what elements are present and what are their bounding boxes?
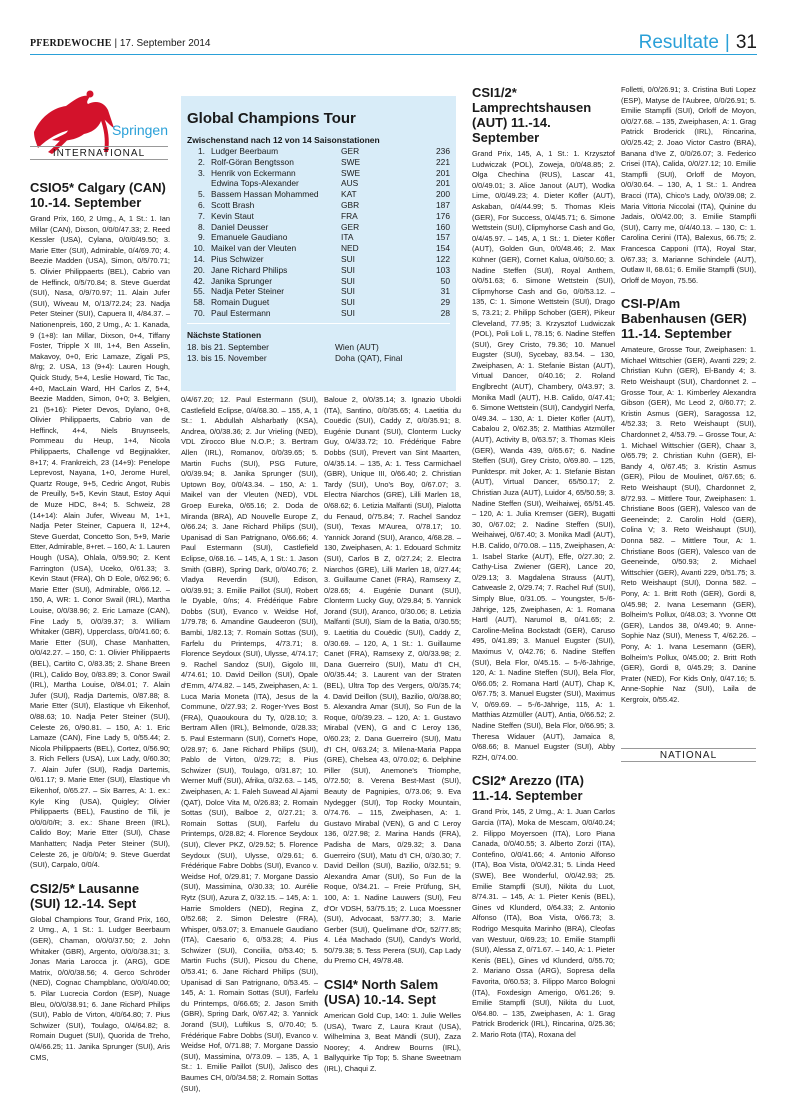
- results-column-2: [181, 395, 318, 1093]
- standings-country: SWE: [341, 156, 361, 167]
- results-column-3: [324, 395, 461, 1074]
- standings-rank: 3.: [198, 167, 205, 178]
- standings-row: [181, 168, 456, 179]
- standings-rank: 9.: [198, 232, 205, 243]
- next-station-place: Wien (AUT): [335, 341, 379, 352]
- standings-points: 201: [436, 178, 450, 189]
- results-text: Grand Prix, 145, A, 1 St.: 1. Krzysztof Ludwiczak (POL), Zoweja, 0/0/48.85; 2. Olga Chechina (RUS), Lascar 41, 0/0/49.01; 3. Alice Janout (AUT), Wodka Lime, 0/0/49.23; 4. Dieter Köfler (AUT), Askaban, 0/4/44.99; 5. Thomas Kleis (GER), For Success, 0/4/45.71; 6. Simone Wettstein (SUI), Clipmyhorse Cash and Go, 0/4/45.97. – 145, A, 1 St.: 1. Dieter Köfler (AUT), Golden Gun, 0/0/48.46; 2. Max Kühner (GER), Cornet Kalua, 0/0/50.60; 3. Nadine Steffen (SUI), Royal Anthem, 0/0/51.63; 6. Simone Wettstein (SUI), Clipmyhorse Cash and Go, 0/0/53.12. – 135, C: 1. Simone Wettstein (SUI), Drago S, 73.21; 2. Philipp Schober (GER), Pikeur Cleveland, 77.95; 3. Krzysztof Ludwiczak (POL), Poli Loli L, 78.15; 6. Nadine Steffen (SUI), Grey Cristo, 79.36; 10. Manuel Eugster (SUI), Sycebay, 83.54. – 130, Zweiphasen, A: 1. Stefanie Bistan (AUT), Virtual Dancer, 0/40.16; 2. Roland Englbrecht (AUT), Chambery, 0/43.97; 3. Monika Madl (AUT), H.B. Calido, 0/47.41; 6. Simone Wettstein (SUI), Candygirl Nerfa, 0/49.34. – 130, A: 1. Dieter Köfler (AUT), Cabalou 2, 0/62.35; 2. Matthias Atzmüller (AUT), Activity B, 0/63.57; 3. Thomas Kleis (GER), Wanda 439, 0/65.67; 6. Nadine Steffen (SUI), Grey Cristo, 0/69.80. – 125, Punktespr. mit Joker, A: 1. Stefanie Bistan (AUT), Virtual Dancer, 65/50.17; 2. Christian Juza (AUT), Luidor 4, 65/50.59; 3. Nadine Steffen (SUI), Weihaiwej, 65/51.45. – 120, A: 1. Julia Kremser (GER), Bugatti 30, 0/67.02; 2. Nadine Steffen (SUI), Weihaiwej, 0/67.40; 3. Monika Madl (AUT), H.B. Calido, 0/70.08. – 115, Zweiphasen, A: 1. Isabel Starke (AUT), Effe, 0/27.30; 2. Cathy-Lisa Zwiener (GER), Lance 20, 0/29.13; 3. Magdalena Strauss (AUT), Catweasle 2, 0/29.74; 7. Rachel Ruf (SUI), Simply Blue, 0/31.05. – Youngster, 5-/6-Jährige, 125, Zweiphasen, A: 1. Romana Hartl (AUT), Narumol B, 0/41.65; 2. Caroline-Melina Bockstadt (GER), Caruso 495, 0/41.89; 3. Manuel Eugster (SUI), Maximus V, 0/42.76; 6. Nadine Steffen (SUI), Bela Flor, 0/45.15. – 5-/6-Jährige, 120, A: 1. Nadine Steffen (SUI), Bela Flor, 0/66.05; 2. Romana Hartl (AUT), Chap K, 0/67.75; 3. Manuel Eugster (SUI), Maximus V, 0/69.69. – 5-/6-Jährige, 115, A: 1. Matthias Atzmüller (AUT), Antia, 0/66.52; 2. Nadine Steffen (SUI), Bela Flor, 0/66.95; 3. Theresa Widauer (AUT), Jamaica 8, 0/68.66; 8. Manuel Eugster (SUI), Abby RZH, 0/74.00.: [472, 149, 615, 762]
- standings-points: 122: [436, 253, 450, 264]
- standings-points: 221: [436, 156, 450, 167]
- standings-points: 157: [436, 232, 450, 243]
- standings-row: [181, 211, 456, 222]
- standings-points: 201: [436, 167, 450, 178]
- results-text: 0/4/67.20; 12. Paul Estermann (SUI), Castlefield Eclipse, 0/4/68.30. – 155, A, 1 St.: 1. Abdullah Alsharbatly (KSA), Andrea, 0/0/38.36; 2. Jur Vrieling (NED), VDL Zirocco Blue N.O.P.; 3. Bertram Allen (IRL), Romanov, 0/0/39.65; 5. Martin Fuchs (SUI), PSG Future, 0/0/39.94; 8. Janika Sprunger (SUI), Uptown Boy, 0/0/43.34. – 150, A: 1. Maikel van der Vleuten (NED), VDL Groep Eureka, 0/65.16; 2. Doda de Miranda (BRA), AD Nouvelle Europe Z, 0/66.24; 3. Jane Richard Philips (SUI), Upanisad di San Patrignano, 0/66.66; 4. Paul Estermann (SUI), Castlefield Eclipse, 0/68.16. – 145, A, 1 St.: 1. Jason Smith (GBR), Spring Dark, 0/0/40.76; 2. Vladya Reverdin (SUI), Edison, 0/0/39.91; 3. Emilie Paillot (SUI), Robert le Dyable, 0/ns; 4. Frédérique Fabre Dobbs (SUI), Evanco v. Weidse Hof, 1/79.78; 6. Amandine Gaudeeron (SUI), Bambi, 1/82.13; 7. Romain Sottas (SUI), Farfelu du Printemps, 4/73.71; 8. Florence Seydoux (SUI), Ulysse, 4/74.17; 9. Rachel Sandoz (SUI), Gigolo III, 4/74.61; 10. David Deillon (SUI), Opale d'Emm, 4/74.82. – 145, Zweiphasen, A: 1. Luca Maria Moneta (ITA), Jesus de la Commune, 0/27.93; 2. Roger-Yves Bost (FRA), Quaoukoura du Ty, 0/28.10; 3. Bertram Allen (IRL), Belmonde, 0/28.33; 5. Paul Estermann (SUI), Cornet's Hope, 0/28.97; 6. Jane Richard Philips (SUI), Pablo de Virton, 0/29.72; 8. Pius Schwizer (SUI), Toulago, 0/31.87; 10. Werner Muff (SUI), Afrika, 0/32.63. – 145, Zweiphasen, A: 1. Faleh Suwead Al Ajami (QAT), Dolce Vita M, 0/26.83; 2. Romain Sottas (SUI), Balboe 2, 0/27.21; 3. Romain Sottas (SUI), Farfelu du Printemps, 0/28.82; 4. Florence Seydoux (SUI), Clever PKZ, 0/29.52; 5. Florence Seydoux (SUI), Ulysse, 0/29.61; 6. Frédérique Fabre Dobbs (SUI), Evanco v. Weidse Hof, 0/29.81; 7. Morgane Dassio (SUI), Massimina, 0/30.33; 10. Aurélie Rytz (SUI), Azura Z, 0/32.15. – 145, A: 1. Harrie Smolders (NED), Regina Z, 0/52.68; 2. Simon Delestre (FRA), Whisper, 0/53.07; 3. Emanuele Gaudiano (ITA), Caesario 6, 0/53.28; 4. Pius Schwizer (SUI), Concilia, 0/53.40; 5. Martin Fuchs (SUI), Picsou du Chene, 0/53.41; 6. Jane Richard Philips (SUI), Upanisad di San Patrignano, 0/53.45. – 145, A: 1. Romain Sottas (SUI), Farfelu du Printemps, 0/66.65; 2. Jason Smith (GBR), Spring Dark, 0/67.42; 3. Yannick Jorand (SUI), Luftikus S, 0/70.40; 5. Frédérique Fabre Dobbs (SUI), Evanco v. Weidse Hof, 0/71.88; 7. Morgane Dassio (SUI), Massimina, 0/73.09. – 135, A, 1 St.: 1. Emilie Paillot (SUI), Jalisco des Baumes CH, 0/0/34.58; 2. Romain Sottas (SUI),: [181, 395, 318, 1093]
- event-heading: CSI2* Arezzo (ITA) 11.-14. September: [472, 773, 584, 804]
- standings-row: [181, 146, 456, 157]
- standings-row: [181, 254, 456, 265]
- standings-points: 187: [436, 199, 450, 210]
- next-station-place: Doha (QAT), Final: [335, 352, 403, 363]
- results-text: Amateure, Grosse Tour, Zweiphasen: 1. Michael Wittschier (GER), Avanti 229; 2. Christian Kuhn (GER), El-Bandy 4; 3. Reto Weishaupt (SUI), Chardonnet 2. – Grosse Tour, A: 1. Kimberley Alexandra Gibson (GER), Mc Leod 2, 0/60.77; 2. Kristin Asmus (GER), Saragossa 12, 4/52.33; 3. Reto Weishaupt (SUI), Chardonnet 2, 4/53.79. – Grosse Tour, A: 1. Michael Wittschier (GER), Chaar 3, 0/65.79; 2. Christian Kuhn (GER), El-Bandy 4, 0/67.45; 3. Kristin Asmus (GER), Pilou de Moulinet, 0/67.65; 6. Reto Weishaupt (SUI), Chardonnet 2, 8/72.93. – Mittlere Tour, Zweiphasen: 1. Christiane Boos (GER), Valesco van de Geeneinde; 2. Carolin Hold (GER), Colina V; 3. Reto Weishaupt (SUI), Donna 582. – Mittlere Tour, A: 1. Christiane Boos (GER), Valesco van de Geeneinde, 0/50.93; 2. Michael Wittschier (GER), Avanti 229, 0/51.75; 3. Reto Weishaupt (SUI), Donna 582. – Pony, A: 1. Britt Roth (GER), Gordi 8, 0/45.98; 2. Ivana Lesemann (GER), Bolheim's Pollux, 0/48.03; 3. Yvonne Ott (GER), Landos 38, 0/49.40; 9. Anne-Sophie Naz (SUI), Meness T, 4/62.26. – Pony, A: 1. Ivana Lesemann (GER), Bolheim's Pollux, 0/45.00; 2. Britt Roth (GER), Gordi 8, 0/45.29; 3. Danine Prater (NED), For Kids Only, 0/47.16; 5. Anne-Sophie Naz (SUI), Laila de Kergroix, 0/55.42.: [621, 345, 756, 704]
- results-text: American Gold Cup, 140: 1. Julie Welles (USA), Twarc Z, Laura Kraut (USA), Wilhelmina 3, Beat Mändli (SUI), Zaza Noorey; 4. Andrew Bourns (IRL), Ballyquirke Tip Top; 5. Shane Sweetnam (IRL), Chaqui Z.: [324, 1011, 461, 1074]
- section-header: [639, 32, 757, 54]
- standings-country: NED: [341, 243, 359, 254]
- standings-country: SWE: [341, 167, 361, 178]
- standings-row: [181, 265, 456, 276]
- standings-row: [181, 178, 456, 189]
- standings-rank: 42.: [193, 275, 205, 286]
- standings-rider: Maikel van der Vleuten: [211, 243, 297, 254]
- standings-points: 160: [436, 221, 450, 232]
- standings-rider: Scott Brash: [211, 199, 255, 210]
- standings-row: [181, 189, 456, 200]
- event-heading: CSI1/2* Lamprechtshausen (AUT) 11.-14. September: [472, 85, 592, 145]
- standings-rank: 10.: [193, 243, 205, 254]
- standings-country: GER: [341, 146, 360, 156]
- standings-country: SUI: [341, 264, 355, 275]
- standings-rank: 14.: [193, 253, 205, 264]
- standings-rider: Emanuele Gaudiano: [211, 232, 288, 243]
- results-text: Baloue 2, 0/0/35.14; 3. Ignazio Uboldi (ITA), Santino, 0/0/35.65; 4. Laetitia du Couëdic (SUI), Caddy Z, 0/0/35.91; 8. Eugénie Dunant (SUI), Clonterm Lucky Guy, 0/4/33.72; 10. Frédérique Fabre Dobbs (SUI), Prevert van Sint Maarten, 0/4/35.14. – 135, A: 1. Tess Carmichael (GBR), Unique III, 0/66.40; 2. Christian Tardy (SUI), Uno's Boy, 0/67.07; 3. Electra Niarchos (GRE), Lilli Marlen 18, 0/68.62; 6. Letizia Malfanti (SUI), Pialotta du Fenaud, 0/75.84; 7. Rachel Sandoz (SUI), Texas M'Aurea, 0/78.17; 10. Yannick Jorand (SUI), Aranco, 4/68.28. – 130, Zweiphasen, A: 1. Edouard Schmitz (SUI), Carlos B Z, 0/27.24; 2. Electra Niarchos (GRE), Lilli Marlen 18, 0/27.44; 3. Guillaume Canet (FRA), Ramsexy Z, 0/28.65; 4. Eugénie Dunant (SUI), Clonterm Lucky Guy, 0/29.84; 5. Yannick Jorand (SUI), Aranco, 0/30.06; 8. Letizia Malfanti (SUI), Siam de la Batia, 0/30.55; 9. Laetitia du Couëdic (SUI), Caddy Z, 0/30.69. – 120, A, 1 St.: 1. Guillaume Canet (FRA), Ramsexy Z, 0/0/33.98; 2. Dana Guerreiro (SUI), Matu d'I CH, 0/0/35.44; 3. Laurent van der Straten (BEL), Ultra Top des Vergers, 0/0/35.74; 4. David Deillon (SUI), Bazilio, 0/0/38.80; 5. Alexandra Amar (SUI), So Fun de la Roque, 0/0/39.23. – 120, A: 1. Gustavo Mirabal (VEN), G and C Leroy 136, 0/60.23; 2. Dana Guerreiro (SUI), Matu d'I CH, 0/63.24; 3. Milena-Maria Pappa (GRE), Chelsea 43, 0/70.02; 6. Delphine Piller (SUI), Anemone's Triomphe, 0/72.50; 8. Verena Best-Mast (SUI), Beauty de Pagnipies, 0/73.06; 9. Eva Nydegger (SUI), Top Rocky Mountain, 0/74.76. – 115, Zweiphasen, A: 1. Gustavo Mirabal (VEN), G and C Leroy 136, 0/27.98; 2. Marina Hands (FRA), Padisha de Mars, 0/29.32; 3. Dana Guerreiro (SUI), Matu d'I CH, 0/30.30; 7. David Deillon (SUI), Bazilio, 0/32.51; 9. Alexandra Amar (SUI), So Fun de la Roque, 0/34.21. – Freie Prüfung, SH, 100, A: 1. Nadine Lauwers (SUI), Feu d'Or VDSH, 53/75.15; 2. Luca Moessner (SUI), Advocaat, 53/77.30; 3. Marie Gerber (SUI), Quelimane d'Or, 52/77.85; 4. Léa Machado (SUI), Candy's World, 50/79.38; 5. Tess Perera (SUI), Cap Lady du Premo CH, 49/78.48.: [324, 395, 461, 966]
- standings-rider: Paul Estermann: [211, 307, 271, 318]
- results-column-sion: [621, 812, 756, 1020]
- next-station-date: 13. bis 15. November: [187, 352, 267, 363]
- results-text: Global Champions Tour, Grand Prix, 160, 2 Umg., A, 1 St.: 1. Ludger Beerbaum (GER), Chaman, 0/0/0/37.50; 2. John Whitaker (GBR), Argento, 0/0/0/38.31; 3. Jonas Maria Larocca jr. (ARG), GDE Matrix, 0/0/0/38.56; 4. Gerco Schröder (NED), Cognac Champblanc, 0/0/0/40.00; 5. Pilar Lucrecia Cordon (ESP), Nuage Bleu, 0/0/0/38.91; 6. Jane Richard Philips (SUI), Pablo de Virton, 4/0/64.80; 7. Pius Schwizer (SUI), Toulago, 0/4/64.82; 8. Romain Duguet (SUI), Quorida de Treho, 0/4/66.25; 11. Janika Sprunger (SUI), Aris CMS,: [30, 914, 170, 1062]
- standings-country: SUI: [341, 297, 355, 308]
- standings-rider: Edwina Tops-Alexander: [211, 178, 299, 189]
- event-heading: CSI2/5* Lausanne (SUI) 12.-14. Sept: [30, 880, 140, 911]
- issue-date: 17. September 2014: [119, 38, 211, 49]
- standings-points: 29: [440, 297, 450, 308]
- standings-rider: Rolf-Göran Bengtsson: [211, 156, 294, 167]
- standings-points: 50: [440, 275, 450, 286]
- next-station-row: [181, 353, 456, 364]
- standings-country: AUS: [341, 178, 359, 189]
- standings-country: SUI: [341, 307, 355, 318]
- event-heading: CSI4* North Salem (USA) 10.-14. Sept: [324, 977, 439, 1008]
- page-number: 31: [735, 32, 757, 53]
- standings-points: 236: [436, 146, 450, 156]
- standings-row: [181, 200, 456, 211]
- results-text: Folletti, 0/0/26.91; 3. Cristina Buti Lopez (ESP), Matyse de l'Aubree, 0/0/26.91; 5. Emilie Stampfli (SUI), Orloff de Moyon, 0/0/27.68. – 135, Zweiphasen, A: 1. Grag Patrick Broderick (IRL), Rincarina, 0/0/25.42; 2. Joao Victor Castro (BRA), Banana d'Ive Z, 0/0/26.07; 3. Federico Crisei (ITA), Calida, 0/0/27.12; 10. Emilie Stampfli (SUI), Orloff de Moyon, 0/0/30.64. – 130, A, 1 St.: 1. Andrea Bracci (ITA), Chico's Lady, 0/0/39.08; 2. Maria Vittoria Niccolai (ITA), Quinine du Jadais, 0/0/42.00; 3. Emilie Stampfli (SUI), Carry me, 0/4/40.13. – 130, C: 1. Carolina Cerini (ITA), Balexus, 66.75; 2. Francesca Capponi (ITA), Royal Star, 0/67.33; 3. Marianne Schindele (AUT), Outlaw II, 68.61; 6. Emilie Stampfli (SUI), Orloff de Moyon, 75.56.: [621, 85, 756, 285]
- standings-country: KAT: [341, 189, 357, 200]
- standings-country: ITA: [341, 232, 354, 243]
- standings-country: GER: [341, 221, 360, 232]
- results-text: Grand Prix, 160, 2 Umg., A, 1 St.: 1. Ian Millar (CAN), Dixson, 0/0/0/47.33; 2. Reed Kessler (USA), Cylana, 0/0/0/49.50; 3. Marie Etter (SUI), Admirable, 0/4/69.70; 4. Beezie Madden (USA), Simon, 0/5/70.71; 5. Olivier Philippaerts (BEL), Cabrio van de Heffinck, 0/5/70.84; 8. Steve Guerdat (SUI), Nasa, 0/9/70.97; 11. Alain Jufer (SUI), Wiveau M, 0/13/72.24; 23. Nadja Peter Steiner (SUI), Capuera II, 4/84.37. – Nationenpreis, 160, 2 Umg., A: 1. Kanada, 9 (1+8): Ian Millar, Dixson, 0+4, Tiffany Foster, Tripple X III, 1+4, Ben Asselin, Makavoy, 0+0, Eric Lamaze, Zigali PS, 8/rg; 2. USA, 13 (9+4): Lauren Hough, Quick Study, 5+4, Leslie Howard, Tic Tac, 4+0, MacLain Ward, HH Carlos Z, 5+4, Beezie Madden, Simon, 0+0; 3. Belgien, 21 (5+16): Pieter Devos, Dylano, 0+8, Olivier Philippaerts, Cabrio van de Heffinck, 4+4, Niels Bruynseels, Pommeau du Heup, 1+4, Nicola Philippaerts, Challenge vd Begijnakker, 8+17; 4. Frankreich, 23 (14+9): Penelope Leprevost, Nayana, 1+0, Jerome Hurel, Quartz Rouge, 9+5, Cedric Angot, Rubis de Preuilly, 5+5, Kevin Staut, Estoy Aqui de Muze HDC, 8+4; 5. Schweiz, 28 (14+14): Alain Jufer, Wiveau M, 1+1, Nadja Peter Steiner, Capuera II, 12+4, Steve Guerdat, Concetto Son, 5+9, Marie Etter, Admirable, 8+ret. – 160, A: 1. Lauren Hough (USA), Ohlala, 0/59.90; 2. Kent Farrington (USA), Uceko, 0/61.33; 3. Kevin Staut (FRA), Oh D Eole, 0/62.96; 6. Marie Etter (SUI), Admirable, 0/66.12. – 150, A, WR: 1. Conor Swail (IRL), Martha Louise, 0/0/38.96; 2. Eric Lamaze (CAN), Fine Lady 5, 0/0/39.37; 3. William Whitaker (GBR), Upperclass, 0/0/41.60; 6. Marie Etter (SUI), Chase Manhatten, 0/0/42.27. – 150, C: 1. Olivier Philippaerts (BEL), Cartito C, 0/83.35; 2. Shane Breen (IRL), Calido Boy, 0/83.89; 3. Conor Swail (IRL), Martha Louise, 0/84.01; 7. Alain Jufer (SUI), Radja Dartemis, 0/87.88; 8. Marie Etter (SUI), Elastique vh Eikenhof, 0/88.63; 10. Nadja Peter Steiner (SUI), Celeste 26, 0/90.81. – 150, A: 1. Eric Lamaze (CAN), Fine Lady 5, 0/55.44; 2. Nicola Philippaerts (BEL), Cortez, 0/56.90; 3. Rich Fellers (USA), Lux Lady, 0/60.30; 7. Alain Jufer (SUI), Radja Dartemis, 0/61.17; 9. Marie Etter (SUI), Elastique vh Eikenhof, 0/65.27. – Six Barres, A: 1. ex.: Kyle King (USA), Quigley; Olivier Philippaerts (BEL), Faustino de Tili, je 0/0/0/0/R; 3. ex.: Shane Breen (IRL), Calido Boy; Marie Etter (SUI), Chase Manhatten; Nadja Peter Steiner (SUI), Celeste 26, je 0/0/0/4; 9. Steve Guerdat (SUI), Carpalo, 0/0/4.: [30, 214, 170, 870]
- standings-points: 176: [436, 210, 450, 221]
- standings-rank: 70.: [193, 307, 205, 318]
- standings-points: 31: [440, 286, 450, 297]
- standings-rank: 55.: [193, 286, 205, 297]
- standings-rank: 6.: [198, 199, 205, 210]
- standings-rider: Pius Schwizer: [211, 253, 264, 264]
- standings-row: [181, 297, 456, 308]
- event-heading: CSI-P/Am Babenhausen (GER) 11.-14. September: [621, 296, 747, 342]
- results-text: Grand Prix, 145, 2 Umg., A: 1. Juan Carlos Garcia (ITA), Moka de Mescam, 0/0/40.24; 2. Filippo Moyersoen (ITA), Loro Piana Canada, 0/0/40.55; 3. Alberto Zorzi (ITA), Contefino, 0/0/41.66; 4. Antonio Alfonso (ITA), Boa Vista, 0/0/42.31; 5. Linda Heed (SWE), Bee Wonderful, 0/0/42.93; 25. Emilie Stampfli (SUI), Nikita du Luot, 8/74.31. – 145, A: 1. Pieter Kenis (BEL), Gines vd Klunderd, 0/64.33; 2. Antonio Alfonso (ITA), Boa Vista, 0/66.73; 3. Rodrigo Mesquita Marinho (BRA), Cleofas van Westuur, 0/69.23; 10. Emilie Stampfli (SUI), Alessa Z, 0/71.67. – 140, A: 1. Pieter Kenis (BEL), Gines vd Klunderd, 0/55.70; 2. Mariano Ossa (ARG), Sopresa della Favorita, 0/60.53; 3. Filippo Marco Bologni (ITA), Foxdesign Amerigo, 0/61.26; 9. Emilie Stampfli (SUI), Nikita du Luot, 0/64.80. – 135, Zweiphasen, A: 1. Grag Patrick Broderick (IRL), Rincarina, 0/25.36; 2. Mario Rota (ITA), Roxana del: [472, 807, 615, 1039]
- standings-row: [181, 222, 456, 233]
- standings-title: Global Champions Tour: [187, 110, 356, 127]
- header-rule: [30, 54, 757, 55]
- standings-table: [181, 146, 456, 319]
- standings-rider: Nadja Peter Steiner: [211, 286, 285, 297]
- standings-country: SUI: [341, 286, 355, 297]
- next-stations-title: Nächste Stationen: [187, 329, 262, 340]
- standings-subtitle: Zwischenstand nach 12 von 14 Saisonstationen: [187, 135, 380, 145]
- standings-rank: 5.: [198, 189, 205, 200]
- standings-points: 28: [440, 307, 450, 318]
- standings-rank: 2.: [198, 156, 205, 167]
- standings-rider: Romain Duguet: [211, 297, 270, 308]
- results-column-4: [472, 85, 615, 1039]
- category-title: Springen: [111, 122, 168, 138]
- standings-row: [181, 286, 456, 297]
- standings-rider: Daniel Deusser: [211, 221, 269, 232]
- next-station-date: 18. bis 21. September: [187, 341, 269, 352]
- standings-rider: Janika Sprunger: [211, 275, 272, 286]
- standings-row: [181, 308, 456, 319]
- standings-row: [181, 243, 456, 254]
- national-label: NATIONAL: [621, 748, 756, 762]
- standings-country: FRA: [341, 210, 358, 221]
- standings-rider: Jane Richard Philips: [211, 264, 288, 275]
- standings-country: GBR: [341, 199, 360, 210]
- standings-rider: Henrik von Eckermann: [211, 167, 296, 178]
- running-header: [30, 38, 210, 49]
- standings-row: [181, 232, 456, 243]
- standings-rank: 20.: [193, 264, 205, 275]
- standings-rank: [187, 178, 205, 189]
- category-label: INTERNATIONAL: [30, 146, 168, 160]
- standings-box: [181, 96, 456, 391]
- header-separator-bar: |: [724, 32, 730, 53]
- standings-country: SUI: [341, 253, 355, 264]
- standings-rank: 58.: [193, 297, 205, 308]
- results-column-5: [621, 85, 756, 740]
- standings-points: 154: [436, 243, 450, 254]
- brand-name: PFERDEWOCHE: [30, 38, 112, 49]
- next-station-row: [181, 342, 456, 353]
- standings-rank: 7.: [198, 210, 205, 221]
- standings-rank: 1.: [198, 146, 205, 156]
- section-title: Resultate: [638, 32, 719, 53]
- standings-points: 200: [436, 189, 450, 200]
- standings-row: [181, 276, 456, 287]
- divider: [187, 323, 450, 324]
- standings-rank: 8.: [198, 221, 205, 232]
- standings-row: [181, 157, 456, 168]
- standings-rider: Kevin Staut: [211, 210, 254, 221]
- standings-rider: Ludger Beerbaum: [211, 146, 279, 156]
- standings-points: 103: [436, 264, 450, 275]
- standings-rider: Bassem Hassan Mohammed: [211, 189, 319, 200]
- standings-country: SUI: [341, 275, 355, 286]
- header-separator: |: [114, 38, 120, 49]
- results-column-1: [30, 180, 170, 1062]
- event-heading: CSIO5* Calgary (CAN) 10.-14. September: [30, 180, 166, 210]
